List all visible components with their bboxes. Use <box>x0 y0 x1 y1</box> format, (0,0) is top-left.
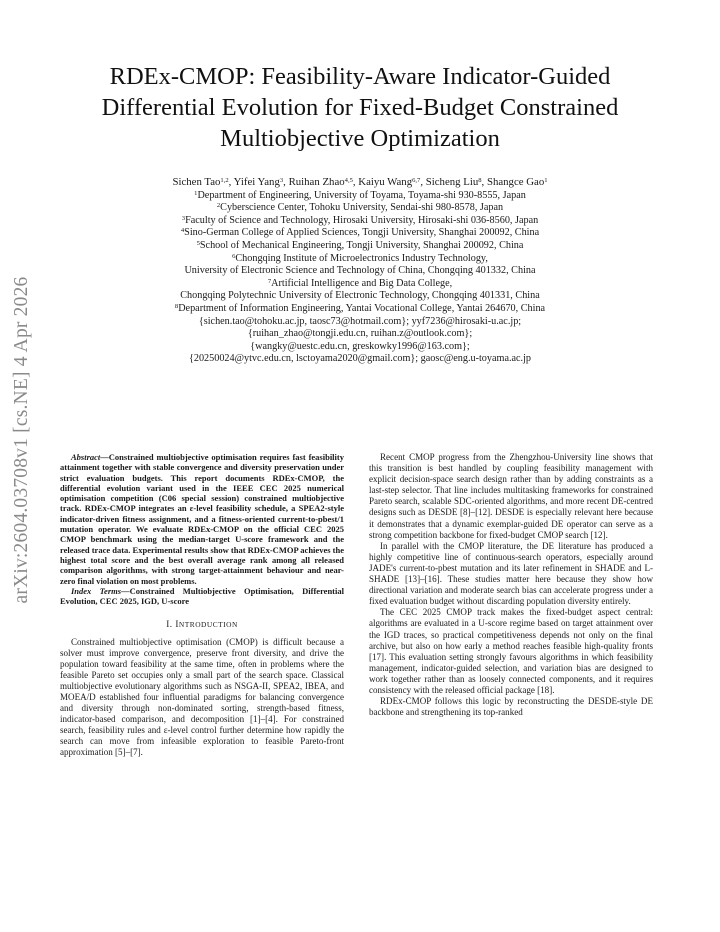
right-column <box>369 452 653 718</box>
author-name: Kaiyu Wang <box>358 176 413 188</box>
affiliation-line: $^7$Artificial Intelligence and Big Data College, <box>267 277 453 289</box>
body-paragraph: RDEx-CMOP follows this logic by reconstructing the DESDE-style DE backbone and strengthening its top-ranked <box>369 696 653 718</box>
author-affiliation-mark: 8 <box>478 177 482 184</box>
section-heading-introduction <box>60 619 344 630</box>
abstract-label: Abstract <box>71 452 101 462</box>
email-line: {wangky@uestc.edu.cn, greskowky1996@163.com}; <box>250 340 470 352</box>
body-paragraph: Recent CMOP progress from the Zhengzhou-University line shows that this transition is best handled by coupling feasibility management with explicit decision-space search design rather than by adding constraints as a last-step selector. That line includes multitasking frameworks for constrained Pareto search, scalable SDC-oriented algorithms, and more recent DE-centred designs such as DESDE [8]–[12]. DESDE is especially relevant here because it demonstrates that a dynamic exemplar-guided DE operator can serve as a strong competition backbone for fixed-budget CMOP search [12]. <box>369 452 653 540</box>
email-line: {20250024@ytvc.edu.cn, lsctoyama2020@gmail.com}; gaosc@eng.u-toyama.ac.jp <box>188 353 532 365</box>
author-affiliation-mark: 1 <box>544 177 548 184</box>
affiliation-line: Chongqing Polytechnic University of Electronic Technology, Chongqing 401331, China <box>180 290 540 302</box>
section-numeral: I. <box>166 619 173 630</box>
body-paragraph: Constrained multiobjective optimisation (CMOP) is difficult because a solver must improve convergence, preserve front diversity, and drive the population toward feasibility at the same time, often in problems where the feasible Pareto set occupies only a small part of the search space. Classical multiobjective evolutionary algorithms such as NSGA-II, SPEA2, IBEA, and MOEA/D established four influential paradigms for balancing convergence and diversity through non-dominated sorting, strength-based fitness, indicator-based comparison, and decomposition [1]–[4]. For constrained search, feasibility rules and ε-level control further determine how rapidly the search can move from infeasible exploration to feasible Pareto-front approximation [5]–[7]. <box>60 636 344 758</box>
arxiv-stamp-text: arXiv:2604.03708v1 [cs.NE] 4 Apr 2026 <box>11 276 32 604</box>
author-affiliation-mark: 3 <box>279 177 284 184</box>
affiliation-line: $^1$Department of Engineering, University of Toyama, Toyama-shi 930-8555, Japan <box>194 189 526 201</box>
arxiv-stamp <box>2 220 42 660</box>
author-name: Ruihan Zhao <box>288 176 345 188</box>
author-affiliation-mark: 6,7 <box>412 177 421 184</box>
body-paragraph: In parallel with the CMOP literature, the DE literature has produced a highly competitive line of continuous-search operators, especially around JADE's current-to-pbest mutation and its later refinement in SHADE and L-SHADE [13]–[16]. These studies matter here because they show how directional variation and moderate search bias can accelerate progress under a fixed evaluation budget without discarding population diversity entirely. <box>369 540 653 607</box>
affiliation-line: $^6$Chongqing Institute of Microelectronics Industry Technology, <box>232 252 488 264</box>
affiliation-line: $^4$Sino-German College of Applied Sciences, Tongji University, Shanghai 200092, China <box>180 227 540 239</box>
author-name: Shangce Gao <box>486 176 545 188</box>
index-terms-label: Index Terms <box>71 585 122 596</box>
abstract <box>60 452 344 606</box>
author-affiliation-mark: 4,5 <box>344 177 353 184</box>
email-line: {ruihan_zhao@tongji.edu.cn, ruihan.z@outlook.com}; <box>247 328 473 340</box>
affiliation-line: $^2$Cyberscience Center, Tohoku University, Sendai-shi 980-8578, Japan <box>216 202 504 214</box>
abstract-text: —Constrained multiobjective optimisation requires fast feasibility attainment together with stable convergence and diversity preservation under strict evaluation budgets. This report documents RDEx-CMOP, the differential evolution variant used in the IEEE CEC 2025 numerical optimisation competition (C06 special session) constrained multiobjective track. RDEx-CMOP integrates an ε-level feasibility schedule, a SPEA2-style indicator-driven fitness assignment, and a fitness-oriented current-to-pbest/1 mutation operator. We evaluate RDEx-CMOP on the official CEC 2025 CMOP benchmark using the median-target U-score framework and the released trace data. Experimental results show that RDEx-CMOP achieves the highest total score and the best overall average rank among all released comparison algorithms, with strong target-attainment behaviour and near-zero final violation on most problems. <box>60 452 344 586</box>
affiliation-line: $^8$Department of Information Engineering, Yantai Vocational College, Yantai 264670, China <box>174 302 546 314</box>
title-line-2: Differential Evolution for Fixed-Budget Constrained <box>101 94 619 121</box>
section-title-rest: NTRODUCTION <box>178 620 238 630</box>
title-line-3: Multiobjective Optimization <box>220 125 500 152</box>
title-line-1: RDEx-CMOP: Feasibility-Aware Indicator-Guided <box>109 63 611 90</box>
author-block <box>52 176 668 366</box>
body-paragraph: The CEC 2025 CMOP track makes the fixed-budget aspect central: algorithms are evaluated in a U-score regime based on target attainment over the IGD traces, so practical competitiveness depends not only on the final archive, but also on how early a method reaches feasible high-quality fronts [17]. This evaluation setting strongly favours algorithms in which feasibility management, indicator-guided selection, and variation bias are designed to work together rather than as loosely connected components, and it requires consistency with the released official package [18]. <box>369 607 653 695</box>
author-list: Sichen Tao$^{1,2}$, Yifei Yang$^3$, Ruihan Zhao$^{4,5}$, Kaiyu Wang$^{6,7}$, Sicheng Liu$^8$, Shangce Gao$^1$ <box>172 176 548 188</box>
left-column <box>60 452 344 759</box>
index-terms-text: —Constrained Multiobjective Optimisation, Differential Evolution, CEC 2025, IGD, U-score <box>60 585 344 607</box>
email-line: {sichen.tao@tohoku.ac.jp, taosc73@hotmail.com}; yyf7236@hirosaki-u.ac.jp; <box>198 315 522 327</box>
author-name: Sicheng Liu <box>425 176 479 188</box>
author-name: Yifei Yang <box>233 176 280 188</box>
paper-title <box>52 61 668 154</box>
affiliation-line: $^3$Faculty of Science and Technology, Hirosaki University, Hirosaki-shi 036-8560, Japan <box>181 214 539 226</box>
section-title-initial: I <box>175 619 179 630</box>
affiliation-line: $^5$School of Mechanical Engineering, Tongji University, Shanghai 200092, China <box>196 239 524 251</box>
affiliation-line: University of Electronic Science and Technology of China, Chongqing 401332, China <box>184 265 536 277</box>
author-affiliation-mark: 1,2 <box>220 177 229 184</box>
author-name: Sichen Tao <box>172 176 221 188</box>
